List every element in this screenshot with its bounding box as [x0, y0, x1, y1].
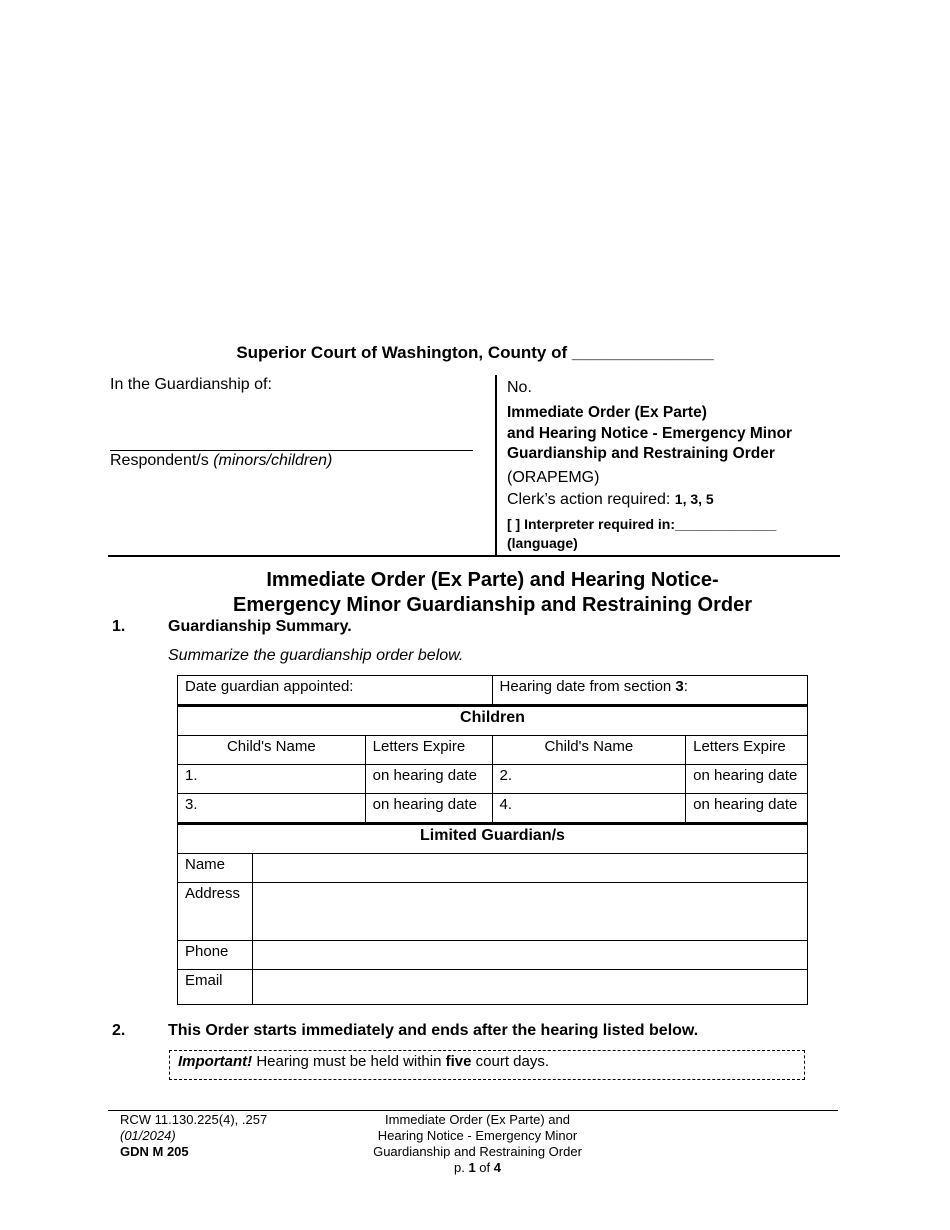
main-title-line-2: Emergency Minor Guardianship and Restraining Order — [233, 594, 752, 616]
hearing-date-colon: : — [683, 678, 688, 695]
caption-divider — [495, 375, 497, 555]
letters-expire-1: on hearing date — [365, 765, 492, 794]
guardianship-summary-table — [177, 675, 808, 1005]
guardian-email-field[interactable] — [252, 970, 807, 1005]
hearing-date-section: 3 — [675, 678, 684, 695]
table-row — [178, 765, 808, 794]
child-name-2[interactable]: 2. — [492, 765, 686, 794]
footer-title-3: Guardianship and Restraining Order — [373, 1144, 582, 1159]
interpreter-field[interactable] — [507, 515, 837, 553]
section-1-heading: Guardianship Summary. — [168, 618, 352, 635]
table-row — [178, 706, 808, 736]
page-prefix: p. — [453, 1160, 469, 1175]
footer-date: (01/2024) — [120, 1128, 176, 1143]
child-name-4[interactable]: 4. — [492, 794, 686, 824]
page-of: of — [475, 1160, 494, 1175]
guardian-phone-label: Phone — [178, 941, 253, 970]
caption-title-line-3: Guardianship and Restraining Order — [507, 445, 775, 462]
limited-guardians-heading: Limited Guardian/s — [178, 824, 808, 854]
important-text-1: Hearing must be held within — [252, 1053, 446, 1070]
clerk-value: 1, 3, 5 — [674, 490, 714, 507]
respondent-label — [110, 452, 332, 470]
hearing-date-cell[interactable] — [492, 676, 808, 706]
footer-rcw: RCW 11.130.225(4), .257 — [120, 1112, 268, 1127]
case-number[interactable]: No. — [507, 379, 532, 396]
footer-title-1: Immediate Order (Ex Parte) and — [385, 1112, 570, 1127]
table-row — [178, 794, 808, 824]
footer-form-number: GDN M 205 — [120, 1144, 189, 1159]
date-appointed-cell[interactable]: Date guardian appointed: — [178, 676, 493, 706]
table-row — [178, 970, 808, 1005]
important-lead: Important! — [178, 1053, 253, 1070]
important-text-2: court days. — [471, 1053, 550, 1070]
guardian-name-field[interactable] — [252, 854, 807, 883]
footer-title-2: Hearing Notice - Emergency Minor — [377, 1128, 578, 1143]
interpreter-checkbox[interactable]: [ ] Interpreter required in:_____________ — [507, 515, 777, 532]
table-row — [178, 854, 808, 883]
letters-expire-2: on hearing date — [686, 765, 808, 794]
table-row — [178, 676, 808, 706]
child-name-1[interactable]: 1. — [178, 765, 366, 794]
section-2-number: 2. — [112, 1022, 126, 1039]
section-1-instruction: Summarize the guardianship order below. — [168, 647, 464, 664]
form-code: (ORAPEMG) — [507, 468, 600, 486]
guardianship-of-label: In the Guardianship of: — [110, 376, 272, 393]
col-child-name-1: Child's Name — [178, 736, 366, 765]
section-2-heading: This Order starts immediately and ends after the hearing listed below. — [168, 1022, 699, 1039]
page-number — [340, 1160, 615, 1176]
footer-left — [120, 1112, 267, 1160]
page-num: 1 — [468, 1160, 476, 1175]
col-letters-expire-1: Letters Expire — [365, 736, 492, 765]
caption-right — [507, 379, 837, 553]
table-row — [178, 824, 808, 854]
guardian-address-field[interactable] — [252, 883, 807, 941]
respondent-note: (minors/children) — [213, 452, 333, 469]
footer-center — [340, 1112, 615, 1176]
language-label: (language) — [507, 534, 578, 551]
respondent-name-line[interactable] — [110, 450, 473, 451]
main-title — [0, 568, 950, 618]
caption-title-line-1: Immediate Order (Ex Parte) — [507, 404, 707, 421]
section-1-number: 1. — [112, 618, 126, 635]
court-title: Superior Court of Washington, County of _______________ — [236, 343, 714, 362]
guardian-address-label: Address — [178, 883, 253, 941]
letters-expire-4: on hearing date — [686, 794, 808, 824]
respondent-text: Respondent/s — [110, 452, 214, 469]
clerk-label: Clerk’s action required: — [507, 490, 675, 508]
guardian-phone-field[interactable] — [252, 941, 807, 970]
caption-doc-title — [507, 403, 837, 465]
footer-rule — [108, 1110, 838, 1111]
table-row — [178, 883, 808, 941]
child-name-3[interactable]: 3. — [178, 794, 366, 824]
page-total: 4 — [493, 1160, 501, 1175]
table-row — [178, 736, 808, 765]
caption-title-line-2: and Hearing Notice - Emergency Minor — [507, 424, 793, 442]
col-child-name-2: Child's Name — [492, 736, 686, 765]
caption-bottom-rule — [108, 555, 840, 557]
table-row — [178, 941, 808, 970]
hearing-date-label: Hearing date from section — [499, 678, 676, 695]
important-notice — [169, 1050, 805, 1080]
main-title-line-1: Immediate Order (Ex Parte) and Hearing Notice- — [266, 569, 719, 591]
letters-expire-3: on hearing date — [365, 794, 492, 824]
guardian-email-label: Email — [178, 970, 253, 1005]
guardian-name-label: Name — [178, 854, 253, 883]
clerk-action — [507, 491, 837, 509]
children-heading: Children — [178, 706, 808, 736]
col-letters-expire-2: Letters Expire — [686, 736, 808, 765]
important-bold: five — [445, 1053, 472, 1070]
